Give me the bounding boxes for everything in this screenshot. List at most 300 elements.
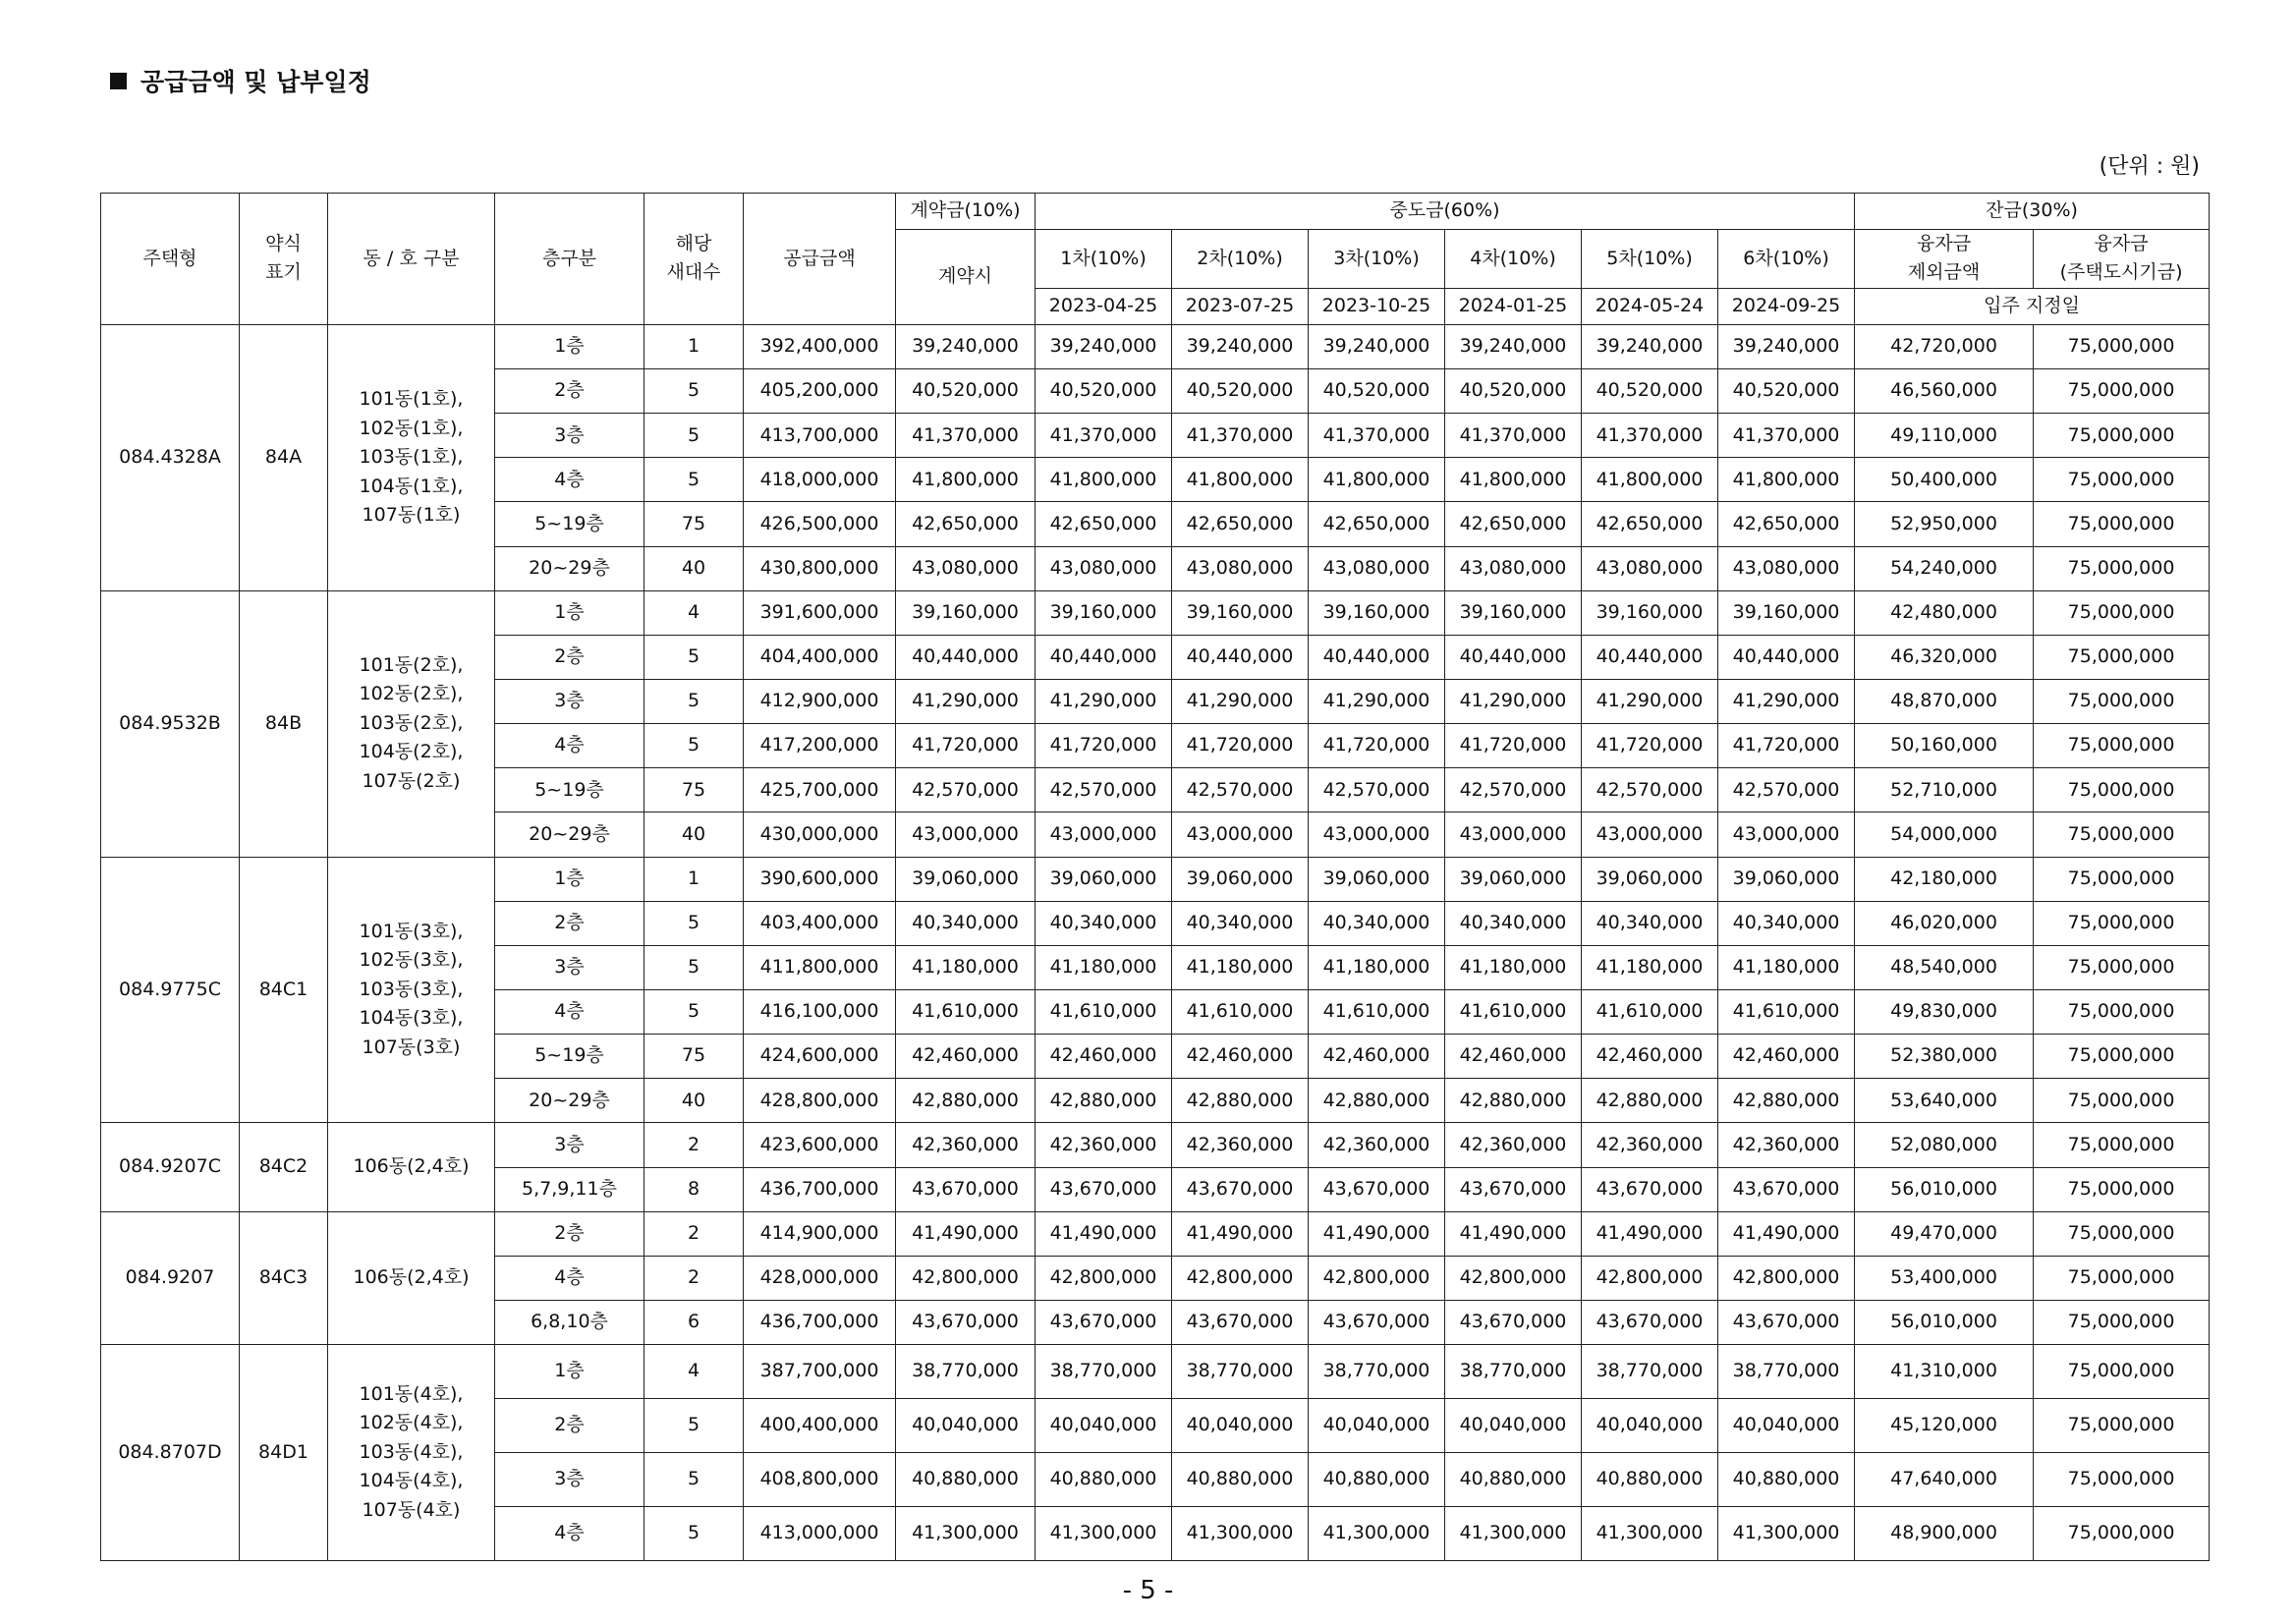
cell-middle-payment-5: 40,520,000 [1582, 369, 1718, 414]
cell-supply-amount: 413,700,000 [744, 414, 896, 458]
cell-house-type: 084.9532B [101, 590, 240, 857]
header-supply: 공급금액 [744, 194, 896, 325]
cell-middle-payment-1: 39,160,000 [1036, 590, 1172, 635]
cell-abbr: 84B [240, 590, 328, 857]
cell-middle-payment-1: 43,080,000 [1036, 546, 1172, 590]
cell-balance-excl-loan: 53,400,000 [1855, 1256, 2034, 1300]
cell-balance-loan: 75,000,000 [2034, 724, 2210, 768]
cell-balance-loan: 75,000,000 [2034, 768, 2210, 812]
page-number: - 5 - [1122, 1576, 1174, 1605]
cell-balance-excl-loan: 52,710,000 [1855, 768, 2034, 812]
cell-middle-payment-6: 43,670,000 [1718, 1167, 1855, 1211]
cell-contract-amount: 38,770,000 [896, 1345, 1036, 1399]
cell-supply-amount: 405,200,000 [744, 369, 896, 414]
cell-middle-payment-2: 42,360,000 [1172, 1123, 1309, 1167]
cell-middle-payment-1: 40,440,000 [1036, 635, 1172, 679]
cell-middle-payment-5: 39,160,000 [1582, 590, 1718, 635]
cell-middle-payment-1: 39,240,000 [1036, 324, 1172, 368]
cell-middle-payment-4: 42,360,000 [1445, 1123, 1582, 1167]
cell-middle-payment-5: 41,180,000 [1582, 945, 1718, 989]
cell-dongho: 106동(2,4호) [328, 1211, 495, 1344]
cell-house-type: 084.9207C [101, 1123, 240, 1211]
cell-house-type: 084.9207 [101, 1211, 240, 1344]
cell-middle-payment-6: 42,570,000 [1718, 768, 1855, 812]
header-middle-date-5: 2024-05-24 [1582, 288, 1718, 324]
cell-middle-payment-4: 41,370,000 [1445, 414, 1582, 458]
cell-floor: 5~19층 [495, 1035, 644, 1079]
cell-contract-amount: 41,300,000 [896, 1506, 1036, 1560]
table-row [101, 1211, 2210, 1256]
header-middle-date-2: 2023-07-25 [1172, 288, 1309, 324]
cell-supply-amount: 400,400,000 [744, 1399, 896, 1453]
cell-middle-payment-3: 41,180,000 [1309, 945, 1445, 989]
cell-floor: 1층 [495, 324, 644, 368]
cell-balance-loan: 75,000,000 [2034, 369, 2210, 414]
cell-balance-loan: 75,000,000 [2034, 680, 2210, 724]
cell-middle-payment-1: 41,800,000 [1036, 458, 1172, 502]
cell-contract-amount: 39,060,000 [896, 857, 1036, 901]
cell-middle-payment-3: 43,670,000 [1309, 1300, 1445, 1344]
cell-supply-amount: 413,000,000 [744, 1506, 896, 1560]
cell-middle-payment-3: 40,040,000 [1309, 1399, 1445, 1453]
cell-dongho: 106동(2,4호) [328, 1123, 495, 1211]
cell-middle-payment-4: 41,720,000 [1445, 724, 1582, 768]
cell-supply-amount: 392,400,000 [744, 324, 896, 368]
cell-abbr: 84C1 [240, 857, 328, 1123]
cell-middle-payment-4: 40,340,000 [1445, 901, 1582, 945]
cell-households: 2 [644, 1256, 744, 1300]
cell-middle-payment-6: 41,800,000 [1718, 458, 1855, 502]
cell-middle-payment-6: 40,340,000 [1718, 901, 1855, 945]
cell-balance-loan: 75,000,000 [2034, 1035, 2210, 1079]
cell-middle-payment-4: 39,240,000 [1445, 324, 1582, 368]
cell-middle-payment-2: 38,770,000 [1172, 1345, 1309, 1399]
cell-balance-loan: 75,000,000 [2034, 635, 2210, 679]
cell-households: 2 [644, 1211, 744, 1256]
cell-households: 75 [644, 1035, 744, 1079]
cell-supply-amount: 408,800,000 [744, 1452, 896, 1506]
header-middle-date-1: 2023-04-25 [1036, 288, 1172, 324]
cell-middle-payment-2: 42,570,000 [1172, 768, 1309, 812]
cell-middle-payment-5: 38,770,000 [1582, 1345, 1718, 1399]
cell-supply-amount: 387,700,000 [744, 1345, 896, 1399]
cell-middle-payment-5: 42,800,000 [1582, 1256, 1718, 1300]
cell-households: 4 [644, 590, 744, 635]
cell-middle-payment-6: 41,720,000 [1718, 724, 1855, 768]
cell-middle-payment-4: 42,570,000 [1445, 768, 1582, 812]
cell-contract-amount: 42,360,000 [896, 1123, 1036, 1167]
cell-households: 40 [644, 546, 744, 590]
cell-balance-excl-loan: 41,310,000 [1855, 1345, 2034, 1399]
cell-supply-amount: 416,100,000 [744, 989, 896, 1034]
cell-middle-payment-5: 40,880,000 [1582, 1452, 1718, 1506]
cell-middle-payment-6: 43,670,000 [1718, 1300, 1855, 1344]
cell-households: 5 [644, 1506, 744, 1560]
cell-households: 5 [644, 635, 744, 679]
table-body [101, 324, 2210, 1560]
cell-middle-payment-6: 42,460,000 [1718, 1035, 1855, 1079]
header-middle-date-3: 2023-10-25 [1309, 288, 1445, 324]
cell-middle-payment-5: 42,570,000 [1582, 768, 1718, 812]
cell-balance-excl-loan: 48,870,000 [1855, 680, 2034, 724]
cell-middle-payment-4: 42,880,000 [1445, 1079, 1582, 1123]
cell-middle-payment-6: 42,360,000 [1718, 1123, 1855, 1167]
cell-contract-amount: 43,670,000 [896, 1167, 1036, 1211]
cell-middle-payment-2: 40,040,000 [1172, 1399, 1309, 1453]
cell-middle-payment-5: 41,720,000 [1582, 724, 1718, 768]
cell-balance-loan: 75,000,000 [2034, 414, 2210, 458]
cell-balance-excl-loan: 47,640,000 [1855, 1452, 2034, 1506]
cell-floor: 3층 [495, 680, 644, 724]
cell-middle-payment-3: 41,800,000 [1309, 458, 1445, 502]
cell-supply-amount: 426,500,000 [744, 502, 896, 546]
cell-middle-payment-3: 41,370,000 [1309, 414, 1445, 458]
cell-middle-payment-1: 40,040,000 [1036, 1399, 1172, 1453]
cell-balance-loan: 75,000,000 [2034, 1079, 2210, 1123]
cell-middle-payment-4: 42,650,000 [1445, 502, 1582, 546]
cell-contract-amount: 42,460,000 [896, 1035, 1036, 1079]
cell-supply-amount: 414,900,000 [744, 1211, 896, 1256]
cell-balance-excl-loan: 50,400,000 [1855, 458, 2034, 502]
cell-supply-amount: 417,200,000 [744, 724, 896, 768]
header-middle-4: 4차(10%) [1445, 230, 1582, 289]
cell-households: 5 [644, 458, 744, 502]
header-contract-sub: 계약시 [896, 230, 1036, 325]
cell-supply-amount: 411,800,000 [744, 945, 896, 989]
cell-balance-excl-loan: 53,640,000 [1855, 1079, 2034, 1123]
cell-balance-loan: 75,000,000 [2034, 989, 2210, 1034]
cell-balance-excl-loan: 42,720,000 [1855, 324, 2034, 368]
cell-middle-payment-1: 42,650,000 [1036, 502, 1172, 546]
cell-middle-payment-4: 39,160,000 [1445, 590, 1582, 635]
cell-middle-payment-2: 42,880,000 [1172, 1079, 1309, 1123]
cell-middle-payment-4: 39,060,000 [1445, 857, 1582, 901]
cell-floor: 5~19층 [495, 502, 644, 546]
cell-middle-payment-4: 41,490,000 [1445, 1211, 1582, 1256]
header-balance-a: 융자금 제외금액 [1855, 230, 2034, 289]
cell-households: 5 [644, 724, 744, 768]
header-balance-b: 융자금 (주택도시기금) [2034, 230, 2210, 289]
cell-middle-payment-4: 43,080,000 [1445, 546, 1582, 590]
cell-balance-excl-loan: 48,540,000 [1855, 945, 2034, 989]
cell-balance-excl-loan: 50,160,000 [1855, 724, 2034, 768]
cell-households: 6 [644, 1300, 744, 1344]
cell-middle-payment-3: 40,880,000 [1309, 1452, 1445, 1506]
cell-middle-payment-5: 43,670,000 [1582, 1167, 1718, 1211]
cell-supply-amount: 436,700,000 [744, 1167, 896, 1211]
cell-middle-payment-6: 41,180,000 [1718, 945, 1855, 989]
cell-middle-payment-4: 40,880,000 [1445, 1452, 1582, 1506]
cell-middle-payment-6: 41,300,000 [1718, 1506, 1855, 1560]
cell-middle-payment-1: 40,340,000 [1036, 901, 1172, 945]
cell-balance-excl-loan: 54,240,000 [1855, 546, 2034, 590]
cell-middle-payment-3: 42,570,000 [1309, 768, 1445, 812]
header-balance-date: 입주 지정일 [1855, 288, 2210, 324]
cell-middle-payment-5: 41,490,000 [1582, 1211, 1718, 1256]
cell-middle-payment-2: 43,670,000 [1172, 1300, 1309, 1344]
cell-balance-excl-loan: 46,320,000 [1855, 635, 2034, 679]
cell-contract-amount: 43,670,000 [896, 1300, 1036, 1344]
cell-balance-loan: 75,000,000 [2034, 1345, 2210, 1399]
cell-middle-payment-3: 43,000,000 [1309, 812, 1445, 857]
cell-middle-payment-2: 42,800,000 [1172, 1256, 1309, 1300]
cell-balance-loan: 75,000,000 [2034, 458, 2210, 502]
cell-households: 40 [644, 1079, 744, 1123]
cell-balance-loan: 75,000,000 [2034, 1211, 2210, 1256]
cell-middle-payment-1: 39,060,000 [1036, 857, 1172, 901]
cell-floor: 6,8,10층 [495, 1300, 644, 1344]
cell-balance-excl-loan: 49,470,000 [1855, 1211, 2034, 1256]
cell-middle-payment-3: 41,720,000 [1309, 724, 1445, 768]
cell-middle-payment-2: 41,800,000 [1172, 458, 1309, 502]
section-title [110, 63, 371, 98]
cell-middle-payment-4: 41,610,000 [1445, 989, 1582, 1034]
cell-middle-payment-6: 39,160,000 [1718, 590, 1855, 635]
cell-balance-excl-loan: 46,020,000 [1855, 901, 2034, 945]
cell-middle-payment-6: 39,240,000 [1718, 324, 1855, 368]
cell-balance-loan: 75,000,000 [2034, 1167, 2210, 1211]
cell-middle-payment-1: 43,000,000 [1036, 812, 1172, 857]
header-middle-2: 2차(10%) [1172, 230, 1309, 289]
cell-middle-payment-2: 43,670,000 [1172, 1167, 1309, 1211]
cell-floor: 1층 [495, 857, 644, 901]
cell-floor: 4층 [495, 1506, 644, 1560]
cell-middle-payment-5: 39,060,000 [1582, 857, 1718, 901]
cell-floor: 4층 [495, 989, 644, 1034]
cell-middle-payment-5: 43,000,000 [1582, 812, 1718, 857]
header-households: 해당 새대수 [644, 194, 744, 325]
cell-supply-amount: 428,000,000 [744, 1256, 896, 1300]
cell-balance-excl-loan: 42,480,000 [1855, 590, 2034, 635]
cell-middle-payment-4: 43,670,000 [1445, 1300, 1582, 1344]
cell-dongho: 101동(3호), 102동(3호), 103동(3호), 104동(3호), 107동(3호) [328, 857, 495, 1123]
cell-contract-amount: 40,340,000 [896, 901, 1036, 945]
cell-middle-payment-2: 40,880,000 [1172, 1452, 1309, 1506]
cell-middle-payment-3: 38,770,000 [1309, 1345, 1445, 1399]
cell-middle-payment-4: 40,520,000 [1445, 369, 1582, 414]
cell-middle-payment-1: 38,770,000 [1036, 1345, 1172, 1399]
cell-middle-payment-3: 43,670,000 [1309, 1167, 1445, 1211]
cell-middle-payment-5: 40,340,000 [1582, 901, 1718, 945]
cell-middle-payment-6: 42,880,000 [1718, 1079, 1855, 1123]
cell-middle-payment-5: 40,040,000 [1582, 1399, 1718, 1453]
cell-abbr: 84A [240, 324, 328, 590]
cell-middle-payment-2: 39,240,000 [1172, 324, 1309, 368]
cell-middle-payment-3: 40,520,000 [1309, 369, 1445, 414]
cell-contract-amount: 42,800,000 [896, 1256, 1036, 1300]
cell-balance-loan: 75,000,000 [2034, 1123, 2210, 1167]
cell-households: 5 [644, 1399, 744, 1453]
cell-balance-excl-loan: 49,110,000 [1855, 414, 2034, 458]
cell-middle-payment-1: 40,520,000 [1036, 369, 1172, 414]
cell-balance-loan: 75,000,000 [2034, 1300, 2210, 1344]
table-row [101, 1123, 2210, 1167]
cell-households: 40 [644, 812, 744, 857]
cell-middle-payment-3: 42,360,000 [1309, 1123, 1445, 1167]
cell-dongho: 101동(2호), 102동(2호), 103동(2호), 104동(2호), 107동(2호) [328, 590, 495, 857]
cell-supply-amount: 436,700,000 [744, 1300, 896, 1344]
cell-supply-amount: 412,900,000 [744, 680, 896, 724]
cell-households: 75 [644, 502, 744, 546]
cell-balance-loan: 75,000,000 [2034, 945, 2210, 989]
cell-middle-payment-2: 41,720,000 [1172, 724, 1309, 768]
cell-floor: 5~19층 [495, 768, 644, 812]
cell-households: 5 [644, 1452, 744, 1506]
cell-floor: 4층 [495, 1256, 644, 1300]
cell-supply-amount: 390,600,000 [744, 857, 896, 901]
cell-middle-payment-2: 42,460,000 [1172, 1035, 1309, 1079]
cell-middle-payment-1: 41,290,000 [1036, 680, 1172, 724]
cell-middle-payment-6: 42,650,000 [1718, 502, 1855, 546]
cell-middle-payment-1: 41,720,000 [1036, 724, 1172, 768]
cell-middle-payment-3: 42,650,000 [1309, 502, 1445, 546]
cell-middle-payment-5: 42,360,000 [1582, 1123, 1718, 1167]
cell-balance-loan: 75,000,000 [2034, 324, 2210, 368]
cell-contract-amount: 39,240,000 [896, 324, 1036, 368]
cell-floor: 3층 [495, 414, 644, 458]
header-middle-3: 3차(10%) [1309, 230, 1445, 289]
cell-households: 1 [644, 857, 744, 901]
header-middle-group: 중도금(60%) [1036, 194, 1855, 230]
cell-middle-payment-5: 42,650,000 [1582, 502, 1718, 546]
cell-floor: 3층 [495, 945, 644, 989]
cell-households: 5 [644, 369, 744, 414]
cell-balance-loan: 75,000,000 [2034, 1399, 2210, 1453]
cell-middle-payment-6: 43,080,000 [1718, 546, 1855, 590]
cell-middle-payment-4: 43,670,000 [1445, 1167, 1582, 1211]
cell-balance-excl-loan: 45,120,000 [1855, 1399, 2034, 1453]
cell-middle-payment-3: 40,440,000 [1309, 635, 1445, 679]
cell-supply-amount: 404,400,000 [744, 635, 896, 679]
cell-contract-amount: 40,520,000 [896, 369, 1036, 414]
header-middle-date-6: 2024-09-25 [1718, 288, 1855, 324]
cell-floor: 20~29층 [495, 1079, 644, 1123]
cell-middle-payment-4: 42,800,000 [1445, 1256, 1582, 1300]
cell-floor: 2층 [495, 901, 644, 945]
cell-middle-payment-4: 42,460,000 [1445, 1035, 1582, 1079]
table-row [101, 857, 2210, 901]
cell-balance-loan: 75,000,000 [2034, 1506, 2210, 1560]
cell-floor: 2층 [495, 1211, 644, 1256]
cell-households: 5 [644, 414, 744, 458]
cell-households: 1 [644, 324, 744, 368]
cell-middle-payment-3: 41,490,000 [1309, 1211, 1445, 1256]
cell-middle-payment-1: 41,300,000 [1036, 1506, 1172, 1560]
cell-middle-payment-1: 42,360,000 [1036, 1123, 1172, 1167]
cell-floor: 3층 [495, 1452, 644, 1506]
cell-floor: 20~29층 [495, 812, 644, 857]
cell-floor: 4층 [495, 458, 644, 502]
cell-households: 5 [644, 901, 744, 945]
cell-middle-payment-2: 43,000,000 [1172, 812, 1309, 857]
cell-middle-payment-1: 43,670,000 [1036, 1167, 1172, 1211]
cell-middle-payment-6: 40,040,000 [1718, 1399, 1855, 1453]
cell-middle-payment-2: 41,180,000 [1172, 945, 1309, 989]
cell-middle-payment-3: 41,300,000 [1309, 1506, 1445, 1560]
cell-middle-payment-5: 41,300,000 [1582, 1506, 1718, 1560]
cell-floor: 1층 [495, 590, 644, 635]
cell-households: 75 [644, 768, 744, 812]
cell-middle-payment-1: 41,490,000 [1036, 1211, 1172, 1256]
cell-middle-payment-2: 41,300,000 [1172, 1506, 1309, 1560]
cell-middle-payment-6: 41,290,000 [1718, 680, 1855, 724]
cell-abbr: 84D1 [240, 1345, 328, 1561]
cell-middle-payment-4: 41,800,000 [1445, 458, 1582, 502]
cell-abbr: 84C2 [240, 1123, 328, 1211]
cell-middle-payment-5: 41,610,000 [1582, 989, 1718, 1034]
cell-middle-payment-1: 41,180,000 [1036, 945, 1172, 989]
cell-middle-payment-5: 39,240,000 [1582, 324, 1718, 368]
header-middle-1: 1차(10%) [1036, 230, 1172, 289]
header-middle-5: 5차(10%) [1582, 230, 1718, 289]
cell-middle-payment-5: 41,800,000 [1582, 458, 1718, 502]
cell-contract-amount: 40,040,000 [896, 1399, 1036, 1453]
cell-abbr: 84C3 [240, 1211, 328, 1344]
cell-floor: 2층 [495, 369, 644, 414]
cell-middle-payment-2: 40,520,000 [1172, 369, 1309, 414]
cell-middle-payment-4: 41,180,000 [1445, 945, 1582, 989]
cell-balance-loan: 75,000,000 [2034, 1256, 2210, 1300]
cell-contract-amount: 40,880,000 [896, 1452, 1036, 1506]
cell-house-type: 084.4328A [101, 324, 240, 590]
cell-middle-payment-4: 38,770,000 [1445, 1345, 1582, 1399]
cell-middle-payment-2: 40,340,000 [1172, 901, 1309, 945]
cell-middle-payment-1: 40,880,000 [1036, 1452, 1172, 1506]
cell-middle-payment-1: 41,610,000 [1036, 989, 1172, 1034]
cell-middle-payment-5: 41,370,000 [1582, 414, 1718, 458]
cell-households: 4 [644, 1345, 744, 1399]
cell-supply-amount: 391,600,000 [744, 590, 896, 635]
cell-contract-amount: 41,180,000 [896, 945, 1036, 989]
cell-balance-loan: 75,000,000 [2034, 901, 2210, 945]
cell-contract-amount: 41,800,000 [896, 458, 1036, 502]
cell-middle-payment-1: 43,670,000 [1036, 1300, 1172, 1344]
cell-middle-payment-1: 42,460,000 [1036, 1035, 1172, 1079]
cell-middle-payment-6: 42,800,000 [1718, 1256, 1855, 1300]
cell-middle-payment-3: 40,340,000 [1309, 901, 1445, 945]
unit-label: (단위 : 원) [2099, 154, 2200, 179]
cell-supply-amount: 418,000,000 [744, 458, 896, 502]
cell-contract-amount: 43,000,000 [896, 812, 1036, 857]
cell-middle-payment-4: 41,290,000 [1445, 680, 1582, 724]
cell-middle-payment-6: 38,770,000 [1718, 1345, 1855, 1399]
cell-balance-excl-loan: 56,010,000 [1855, 1300, 2034, 1344]
cell-households: 5 [644, 680, 744, 724]
cell-supply-amount: 403,400,000 [744, 901, 896, 945]
cell-middle-payment-2: 39,060,000 [1172, 857, 1309, 901]
square-bullet-icon [110, 73, 127, 89]
cell-floor: 2층 [495, 1399, 644, 1453]
cell-middle-payment-2: 41,610,000 [1172, 989, 1309, 1034]
header-dongho: 동 / 호 구분 [328, 194, 495, 325]
cell-contract-amount: 40,440,000 [896, 635, 1036, 679]
cell-middle-payment-1: 42,570,000 [1036, 768, 1172, 812]
cell-floor: 3층 [495, 1123, 644, 1167]
cell-supply-amount: 423,600,000 [744, 1123, 896, 1167]
table-row [101, 590, 2210, 635]
cell-dongho: 101동(4호), 102동(4호), 103동(4호), 104동(4호), 107동(4호) [328, 1345, 495, 1561]
cell-middle-payment-6: 41,370,000 [1718, 414, 1855, 458]
cell-middle-payment-1: 42,800,000 [1036, 1256, 1172, 1300]
cell-households: 2 [644, 1123, 744, 1167]
cell-middle-payment-3: 39,160,000 [1309, 590, 1445, 635]
cell-supply-amount: 424,600,000 [744, 1035, 896, 1079]
header-floor: 층구분 [495, 194, 644, 325]
cell-middle-payment-6: 39,060,000 [1718, 857, 1855, 901]
table-row [101, 1345, 2210, 1399]
cell-contract-amount: 41,370,000 [896, 414, 1036, 458]
cell-contract-amount: 43,080,000 [896, 546, 1036, 590]
